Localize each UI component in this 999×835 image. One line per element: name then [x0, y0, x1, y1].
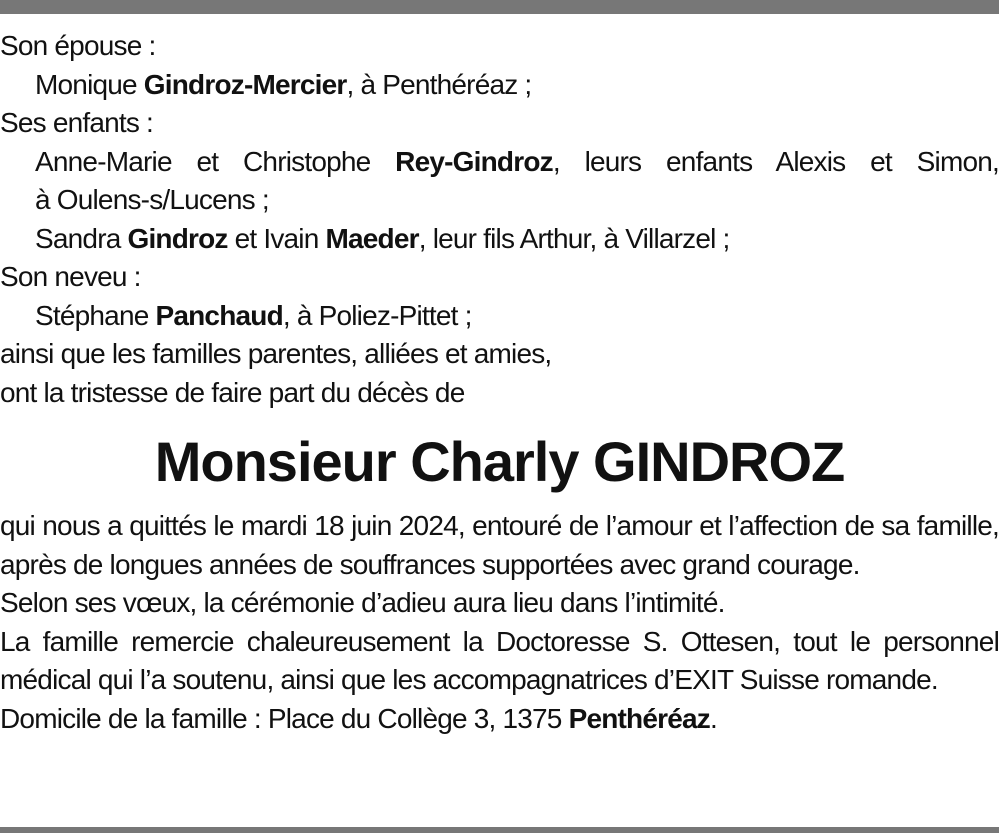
child-surname-1: Rey-Gindroz	[395, 145, 553, 177]
ceremony-paragraph: Selon ses vœux, la cérémonie d’adieu aura lieu dans l’intimité.	[0, 587, 725, 618]
nephew-surname: Panchaud	[155, 299, 283, 331]
passing-paragraph: qui nous a quittés le mardi 18 juin 2024, entouré de l’amour et l’affection de sa famille, après de longues années de souffrances supportées avec grand courage.	[0, 510, 999, 580]
address-town: Penthéréaz	[568, 702, 710, 734]
child-entry-1-place: à Oulens-s/Lucens ;	[35, 184, 269, 215]
obituary-notice	[0, 27, 999, 738]
thanks-paragraph: La famille remercie chaleureusement la Doctoresse S. Ottesen, tout le personnel médical qui l’a soutenu, ainsi que les accompagnatrices d’EXIT Suisse romande.	[0, 625, 999, 695]
bottom-rule	[0, 827, 999, 833]
spouse-label: Son épouse :	[0, 30, 156, 61]
nephew-label: Son neveu :	[0, 261, 141, 292]
partner-surname: Maeder	[325, 222, 419, 254]
child-entry-1: Anne-Marie et Christophe Rey-Gindroz, leurs enfants Alexis et Simon,	[35, 145, 999, 177]
family-address: Domicile de la famille : Place du Collège 3, 1375 Penthéréaz.	[0, 702, 717, 734]
spouse-surname: Gindroz-Mercier	[143, 68, 347, 100]
nephew-entry: Stéphane Panchaud, à Poliez-Pittet ;	[35, 299, 472, 331]
announcement-line: ont la tristesse de faire part du décès de	[0, 376, 465, 408]
spouse-entry: Monique Gindroz-Mercier, à Penthéréaz ;	[35, 68, 532, 100]
top-rule	[0, 0, 999, 14]
children-label: Ses enfants :	[0, 107, 154, 138]
families-line: ainsi que les familles parentes, alliées et amies,	[0, 338, 552, 369]
deceased-name: Monsieur Charly GINDROZ	[154, 430, 845, 493]
child-entry-2: Sandra Gindroz et Ivain Maeder, leur fils Arthur, à Villarzel ;	[35, 222, 730, 254]
child-surname-2: Gindroz	[127, 222, 228, 254]
